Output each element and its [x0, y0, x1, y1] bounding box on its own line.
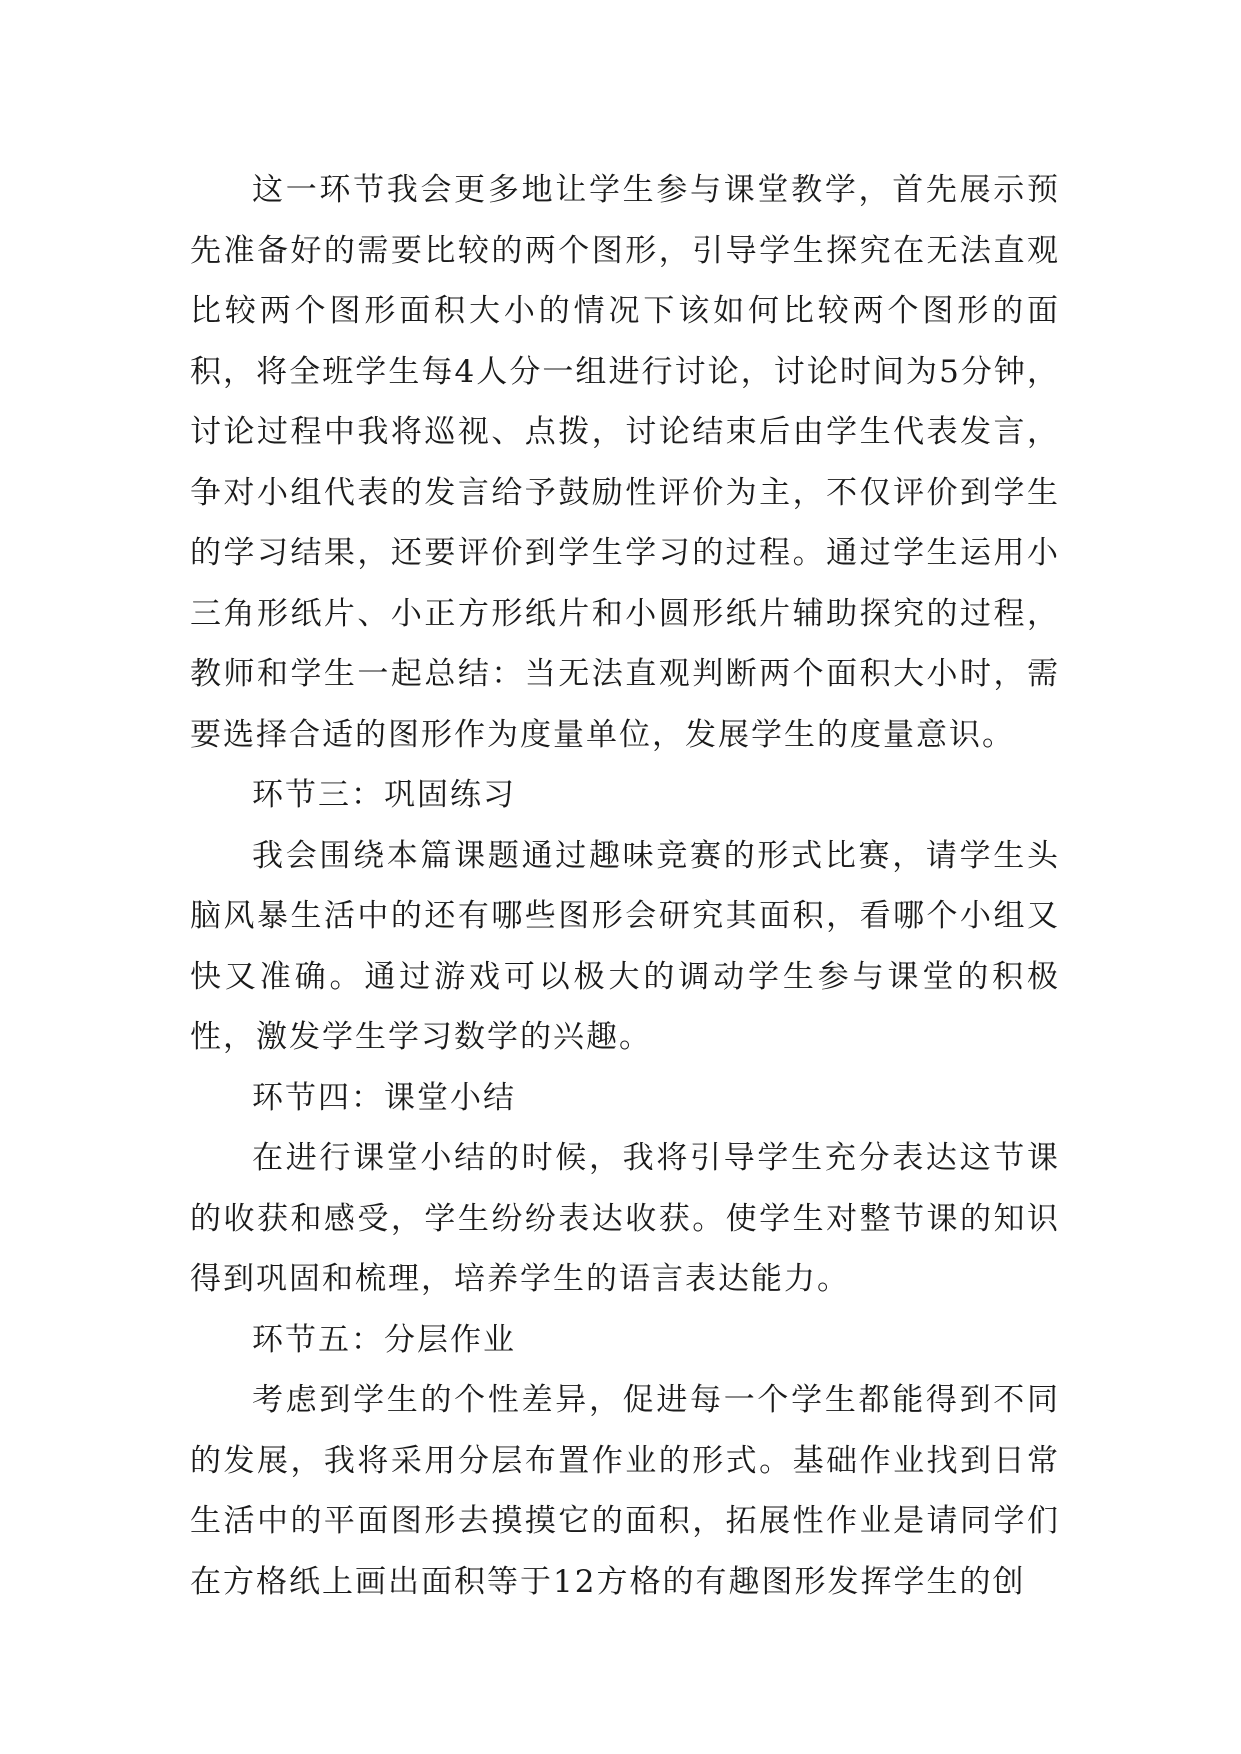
section-heading: 环节四：课堂小结 [252, 1079, 516, 1116]
body-paragraph: 我会围绕本篇课题通过趣味竞赛的形式比赛，请学生头脑风暴生活中的还有哪些图形会研究其面积，看哪个小组又快又准确。通过游戏可以极大的调动学生参与课堂的积极性，激发学生学习数学的兴趣。 [190, 837, 1060, 1055]
body-paragraph: 这一环节我会更多地让学生参与课堂教学，首先展示预先准备好的需要比较的两个图形，引导学生探究在无法直观比较两个图形面积大小的情况下该如何比较两个图形的面积，将全班学生每4人分一组进行讨论，讨论时间为5分钟，讨论过程中我将巡视、点拨，讨论结束后由学生代表发言，争对小组代表的发言给予鼓励性评价为主，不仅评价到学生的学习结果，还要评价到学生学习的过程。通过学生运用小三角形纸片、小正方形纸片和小圆形纸片辅助探究的过程，教师和学生一起总结：当无法直观判断两个面积大小时，需要选择合适的图形作为度量单位，发展学生的度量意识。 [190, 172, 1060, 753]
document-page [190, 160, 1060, 1612]
section-heading: 环节五：分层作业 [252, 1321, 516, 1358]
body-paragraph: 考虑到学生的个性差异，促进每一个学生都能得到不同的发展，我将采用分层布置作业的形式。基础作业找到日常生活中的平面图形去摸摸它的面积，拓展性作业是请同学们在方格纸上画出面积等于12方格的有趣图形发挥学生的创 [190, 1382, 1060, 1600]
section-heading: 环节三：巩固练习 [252, 777, 516, 813]
body-paragraph: 在进行课堂小结的时候，我将引导学生充分表达这节课的收获和感受，学生纷纷表达收获。使学生对整节课的知识得到巩固和梳理，培养学生的语言表达能力。 [190, 1140, 1060, 1297]
